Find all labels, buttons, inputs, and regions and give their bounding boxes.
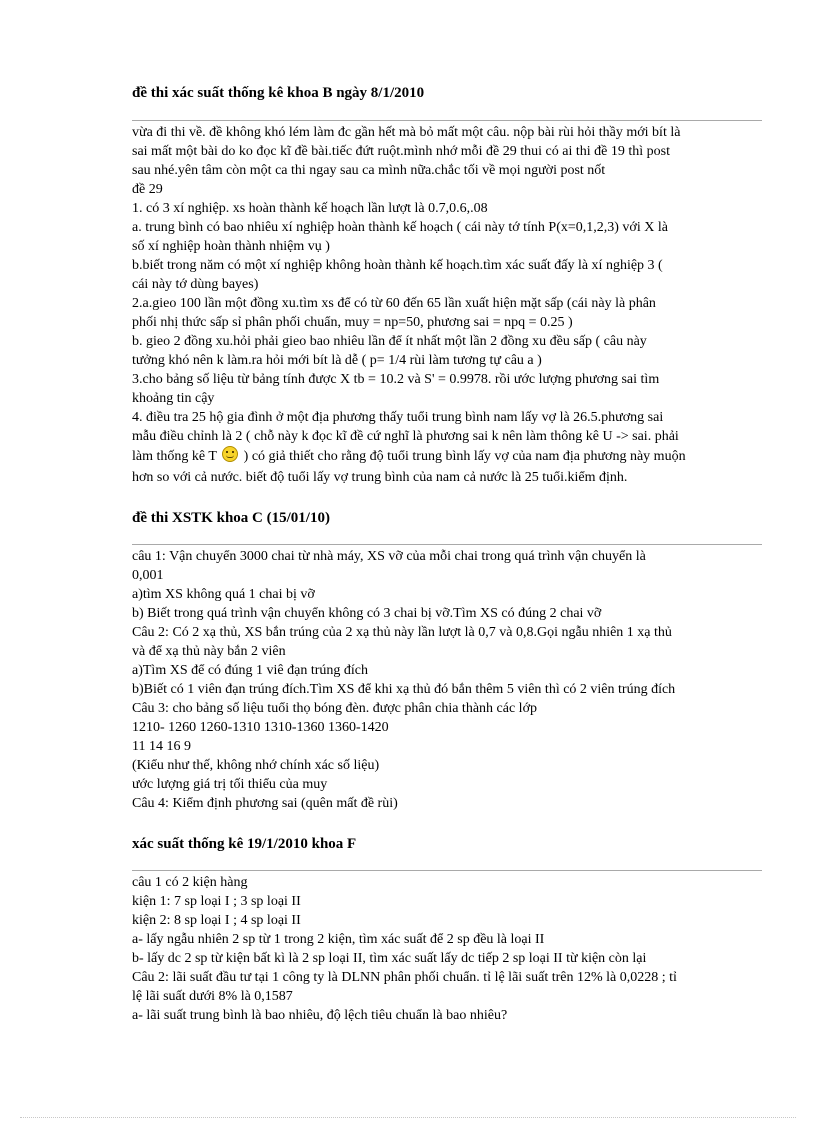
text-line: a- lãi suất trung bình là bao nhiêu, độ lệch tiêu chuẩn là bao nhiêu? bbox=[132, 1008, 508, 1023]
text-line: a)Tìm XS để có đúng 1 viê đạn trúng đích bbox=[132, 663, 369, 678]
section-body bbox=[132, 547, 762, 813]
text-line: và để xạ thủ này bắn 2 viên bbox=[132, 644, 286, 659]
text-line: (Kiểu như thế, không nhớ chính xác số liệu) bbox=[132, 758, 380, 773]
text-line: b)Biết có 1 viên đạn trúng đích.Tìm XS để khi xạ thủ đó bắn thêm 5 viên thì có 2 viên trúng đích bbox=[132, 682, 676, 697]
text-line: Câu 2: lãi suất đầu tư tại 1 công ty là DLNN phân phối chuẩn. tỉ lệ lãi suất trên 12% là 0,0228 ; tỉ bbox=[132, 970, 677, 985]
text-line: b. gieo 2 đồng xu.hỏi phải gieo bao nhiêu lần để ít nhất một lần 2 đồng xu đều sấp ( câu này bbox=[132, 334, 647, 349]
section-body bbox=[132, 123, 762, 487]
text-line: vừa đi thi về. đề không khó lém làm đc gần hết mà bỏ mất một câu. nộp bài rùi hỏi thầy mới bít là bbox=[132, 125, 681, 140]
text-line: sai mất một bài do ko đọc kĩ đề bài.tiếc đứt ruột.mình nhớ mỗi đề 29 thui có ai thi đề 19 thì post bbox=[132, 144, 670, 159]
page-bottom-border bbox=[20, 1117, 796, 1118]
text-line: Câu 2: Có 2 xạ thủ, XS bắn trúng của 2 xạ thủ này lần lượt là 0,7 và 0,8.Gọi ngẫu nhiên 1 xạ thủ bbox=[132, 625, 672, 640]
text-line: Câu 3: cho bảng số liệu tuổi thọ bóng đèn. được phân chia thành các lớp bbox=[132, 701, 537, 716]
text-line: hơn so với cả nước. biết độ tuổi lấy vợ trung bình của nam cả nước là 25 tuổi.kiểm định. bbox=[132, 470, 628, 485]
text-line: 0,001 bbox=[132, 568, 164, 583]
text-line: số xí nghiệp hoàn thành nhiệm vụ ) bbox=[132, 239, 330, 254]
section-body bbox=[132, 873, 762, 1025]
text-segment: làm thống kê T bbox=[132, 449, 217, 464]
text-line: lệ lãi suất dưới 8% là 0,1587 bbox=[132, 989, 293, 1004]
text-line: b.biết trong năm có một xí nghiệp không hoàn thành kế hoạch.tìm xác suất đấy là xí nghiệp 3 ( bbox=[132, 258, 663, 273]
text-line: Câu 4: Kiểm định phương sai (quên mất đề rùi) bbox=[132, 796, 398, 811]
document-page bbox=[132, 80, 762, 1025]
text-line: câu 1 có 2 kiện hàng bbox=[132, 875, 248, 890]
section-title: đề thi XSTK khoa C (15/01/10) bbox=[132, 510, 330, 526]
text-line: mẫu điều chỉnh là 2 ( chỗ này k đọc kĩ đề cứ nghĩ là phương sai k nên làm thông kê U -> sai. phải bbox=[132, 429, 679, 444]
section-title: xác suất thống kê 19/1/2010 khoa F bbox=[132, 836, 357, 852]
text-line: 3.cho bảng số liệu từ bảng tính được X tb = 10.2 và S' = 0.9978. rồi ước lượng phương sai tìm bbox=[132, 372, 660, 387]
text-line: ước lượng giá trị tối thiểu của muy bbox=[132, 777, 328, 792]
text-line: b- lấy dc 2 sp từ kiện bất kì là 2 sp loại II, tìm xác suất lấy dc tiếp 2 sp loại II từ kiện còn lại bbox=[132, 951, 647, 966]
section-title: đề thi xác suất thống kê khoa B ngày 8/1/2010 bbox=[132, 85, 425, 101]
text-line-with-emoticon bbox=[132, 446, 762, 468]
text-line: a. trung bình có bao nhiêu xí nghiệp hoàn thành kế hoạch ( cái này tớ tính P(x=0,1,2,3) với X là bbox=[132, 220, 668, 235]
text-line: 4. điều tra 25 hộ gia đình ở một địa phương thấy tuổi trung bình nam lấy vợ là 26.5.phương sai bbox=[132, 410, 664, 425]
text-line: 1210- 1260 1260-1310 1310-1360 1360-1420 bbox=[132, 720, 389, 735]
text-line: tưởng khó nên k làm.ra hỏi mới bít là dễ ( p= 1/4 rùi làm tương tự câu a ) bbox=[132, 353, 542, 368]
text-line: a- lấy ngẫu nhiên 2 sp từ 1 trong 2 kiện, tìm xác suất để 2 sp đều là loại II bbox=[132, 932, 545, 947]
text-line: 1. có 3 xí nghiệp. xs hoàn thành kế hoạch lần lượt là 0.7,0.6,.08 bbox=[132, 201, 488, 216]
smiley-icon bbox=[222, 446, 238, 462]
text-line: sau nhé.yên tâm còn một ca thi ngay sau ca mình nữa.chắc tối về mọi người post nốt bbox=[132, 163, 606, 178]
text-line: cái này tớ dùng bayes) bbox=[132, 277, 259, 292]
text-segment: ) có giả thiết cho rằng độ tuổi trung bình lấy vợ của nam địa phương này muộn bbox=[243, 449, 686, 464]
text-line: khoảng tin cậy bbox=[132, 391, 215, 406]
text-line: b) Biết trong quá trình vận chuyển không có 3 chai bị vỡ.Tìm XS có đúng 2 chai vỡ bbox=[132, 606, 602, 621]
text-line: kiện 2: 8 sp loại I ; 4 sp loại II bbox=[132, 913, 301, 928]
text-line: đề 29 bbox=[132, 182, 163, 197]
text-line: a)tìm XS không quá 1 chai bị vỡ bbox=[132, 587, 315, 602]
text-line: phối nhị thức sấp sỉ phân phối chuẩn, muy = np=50, phương sai = npq = 0.25 ) bbox=[132, 315, 573, 330]
divider bbox=[132, 120, 762, 121]
divider bbox=[132, 544, 762, 545]
text-line: kiện 1: 7 sp loại I ; 3 sp loại II bbox=[132, 894, 301, 909]
divider bbox=[132, 870, 762, 871]
text-line: 11 14 16 9 bbox=[132, 739, 191, 754]
text-line: câu 1: Vận chuyển 3000 chai từ nhà máy, XS vỡ của mỗi chai trong quá trình vận chuyển là bbox=[132, 549, 646, 564]
text-line: 2.a.gieo 100 lần một đồng xu.tìm xs để có từ 60 đến 65 lần xuất hiện mặt sấp (cái này là phân bbox=[132, 296, 656, 311]
